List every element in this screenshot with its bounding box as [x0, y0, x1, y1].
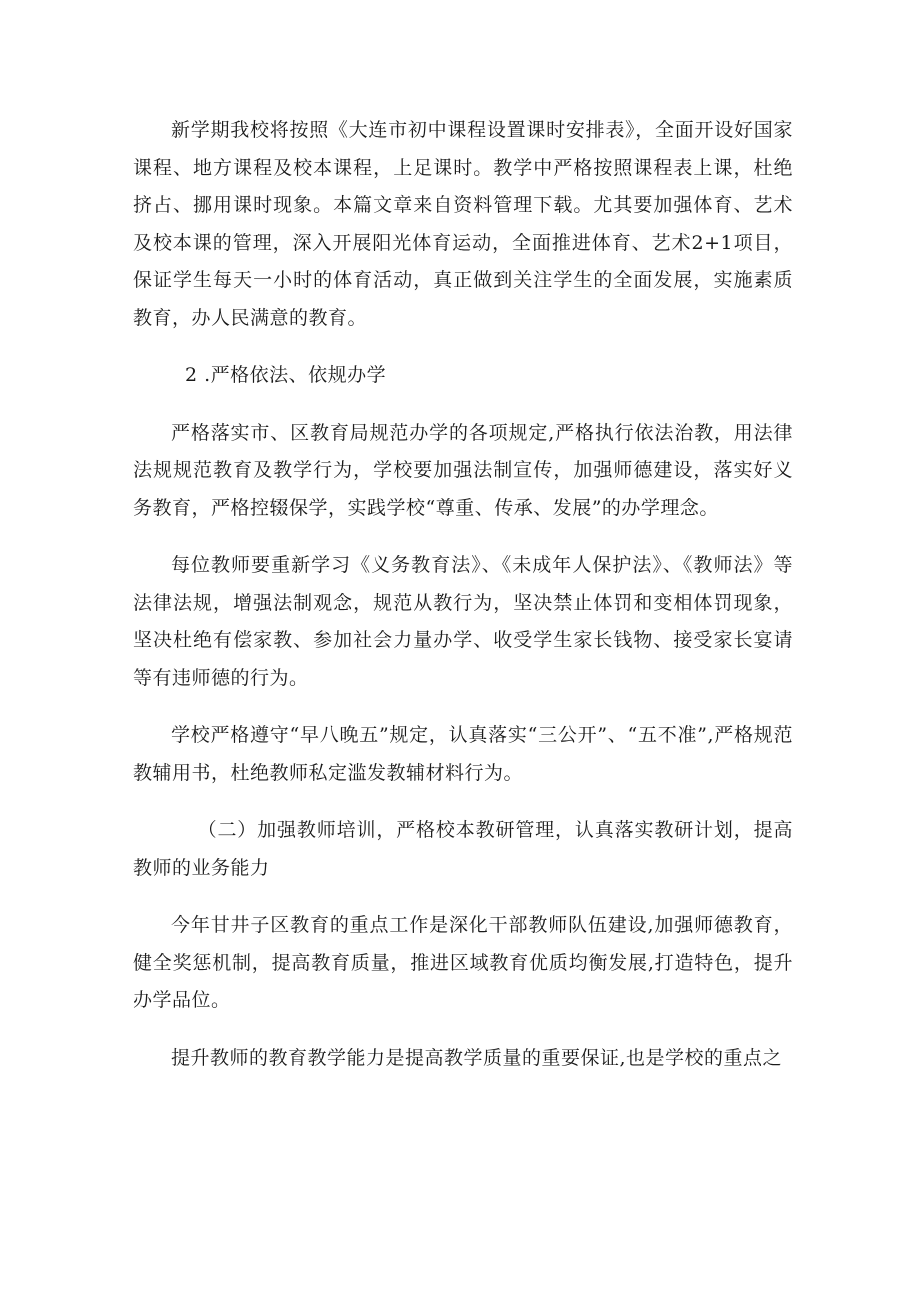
paragraph-district-focus: 今年甘井子区教育的重点工作是深化干部教师队伍建设,加强师德教育，健全奖惩机制，提高教育质量，推进区域教育优质均衡发展,打造特色，提升办学品位。 [133, 914, 793, 1011]
paragraph-regulations: 严格落实市、区教育局规范办学的各项规定,严格执行依法治教，用法律法规规范教育及教学行为，学校要加强法制宣传，加强师德建设，落实好义务教育，严格控辍保学，实践学校“尊重、传承、发展”的办学理念。 [133, 421, 793, 519]
paragraph-gap [133, 1020, 793, 1040]
document-page [133, 112, 793, 1077]
paragraph-gap [133, 337, 793, 357]
paragraph-gap [133, 887, 793, 907]
paragraph-gap [133, 527, 793, 547]
section-heading-training: （二）加强教师培训，严格校本教研管理，认真落实教研计划，提高教师的业务能力 [133, 819, 793, 879]
paragraph-gap [133, 395, 793, 415]
paragraph-school-rules: 学校严格遵守“早八晚五”规定，认真落实“三公开”、“五不准”,严格规范教辅用书，杜绝教师私定滥发教辅材料行为。 [133, 724, 793, 784]
section-heading-2: 2 .严格依法、依规办学 [185, 364, 387, 386]
paragraph-teacher-law: 每位教师要重新学习《义务教育法》、《未成年人保护法》、《教师法》等法律法规，增强法制观念，规范从教行为，坚决禁止体罚和变相体罚现象，坚决杜绝有偿家教、参加社会力量办学、收受学生家长钱物、接受家长宴请等有违师德的行为。 [133, 554, 793, 689]
paragraph-gap [133, 697, 793, 717]
paragraph-gap [133, 792, 793, 812]
paragraph-teacher-ability: 提升教师的教育教学能力是提高教学质量的重要保证,也是学校的重点之 [171, 1046, 783, 1069]
paragraph-curriculum: 新学期我校将按照《大连市初中课程设置课时安排表》，全面开设好国家课程、地方课程及校本课程，上足课时。教学中严格按照课程表上课，杜绝挤占、挪用课时现象。本篇文章来自资料管理下载。尤其要加强体育、艺术及校本课的管理，深入开展阳光体育运动，全面推进体育、艺术2+1项目，保证学生每天一小时的体育活动，真正做到关注学生的全面发展，实施素质教育，办人民满意的教育。 [133, 119, 793, 329]
